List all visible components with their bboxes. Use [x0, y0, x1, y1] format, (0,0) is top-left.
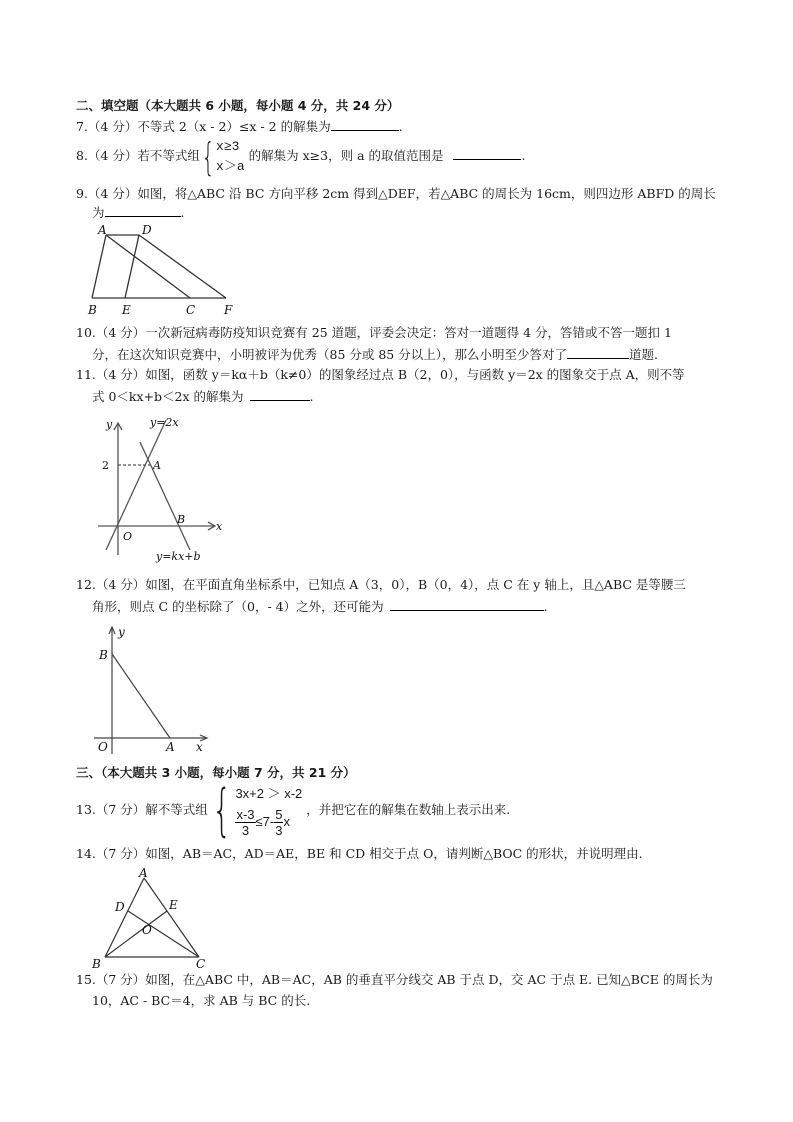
q11-linear-functions-graph	[84, 410, 234, 570]
point-b-label: B	[99, 648, 108, 662]
q10-end: 道题.	[628, 347, 658, 362]
question-9-line1: 9.（4 分）如图，将△ABC 沿 BC 方向平移 2cm 得到△DEF，若△ABC 的周长为 16cm，则四边形 ABFD 的周长	[76, 186, 716, 201]
question-11-line1: 11.（4 分）如图，函数 y＝kα＋b（k≠0）的图象经过点 B（2，0），与函数 y＝2x 的图象交于点 A，则不等	[76, 367, 685, 382]
q13-prefix: 13.（7 分）解不等式组	[76, 802, 208, 817]
q10-answer-blank[interactable]	[567, 346, 629, 359]
q12-end: .	[543, 599, 548, 614]
q13-row2-end: x	[283, 813, 290, 829]
q11-end: .	[309, 389, 314, 404]
brace-icon: {	[211, 778, 232, 843]
x-axis-label: x	[216, 520, 223, 533]
point-a-label: A	[166, 740, 175, 754]
q8-prefix: 8.（4 分）若不等式组	[76, 148, 200, 163]
x-axis-label: x	[196, 740, 203, 754]
question-7	[76, 118, 403, 135]
q11-answer-blank[interactable]	[250, 388, 310, 401]
label-d: D	[142, 223, 152, 237]
question-10-line1: 10.（4 分）一次新冠病毒防疫知识竞赛有 25 道题，评委会决定：答对一道题得 4 分，答错或不答一题扣 1	[76, 325, 672, 340]
label-a: A	[139, 866, 148, 880]
y-axis-label: y	[118, 625, 125, 639]
y-axis-label: y	[106, 418, 113, 431]
q7-end: .	[398, 119, 403, 134]
question-8	[76, 134, 525, 179]
section-3-header: 三、（本大题共 3 小题，每小题 7 分，共 21 分）	[76, 765, 356, 780]
label-d: D	[115, 900, 125, 914]
label-c: C	[196, 957, 206, 970]
question-12-line2	[92, 598, 548, 615]
q13-inequality-system	[208, 778, 303, 843]
line-kxb-label: y=kx+b	[156, 550, 201, 563]
fraction	[235, 807, 255, 838]
question-15-line2: 10，AC - BC＝4，求 AB 与 BC 的长.	[92, 993, 311, 1008]
q13-suffix: ，并把它在的解集在数轴上表示出来.	[306, 802, 511, 817]
brace-icon: {	[201, 135, 215, 179]
label-c: C	[186, 303, 196, 317]
q8-suffix: 的解集为 x≥3，则 a 的取值范围是	[248, 148, 444, 163]
q8-row1: x≥3	[216, 139, 240, 154]
point-b-label: B	[177, 513, 186, 526]
question-15-line1: 15.（7 分）如图，在△ABC 中，AB＝AC，AB 的垂直平分线交 AB 于点 D，交 AC 于点 E. 已知△BCE 的周长为	[76, 972, 713, 987]
q8-end: .	[521, 148, 526, 163]
label-b: B	[92, 957, 101, 970]
question-13	[76, 780, 510, 841]
numerator: 5	[275, 806, 283, 822]
q9-line2-text: 为	[92, 205, 105, 220]
origin-label: O	[123, 530, 133, 543]
q8-answer-blank[interactable]	[453, 147, 521, 160]
question-10-line2	[92, 346, 658, 363]
label-e: E	[169, 898, 178, 912]
question-12-line1: 12.（4 分）如图，在平面直角坐标系中，已知点 A（3，0），B（0，4），点 C 在 y 轴上，且△ABC 是等腰三	[76, 577, 686, 592]
q12-answer-blank[interactable]	[390, 598, 544, 611]
q13-row1: 3x+2 ＞ x-2	[235, 785, 303, 801]
origin-label: O	[98, 740, 108, 754]
tick-2-label: 2	[102, 459, 109, 472]
q8-row2: x＞a	[216, 159, 245, 174]
q14-triangle-figure	[84, 864, 224, 970]
denominator: 3	[241, 822, 250, 838]
line-2x-label: y=2x	[150, 416, 179, 429]
q12-coordinate-figure	[84, 618, 224, 758]
q9-translation-figure	[84, 222, 244, 322]
label-a: A	[98, 223, 107, 237]
label-f: F	[224, 303, 233, 317]
label-b: B	[88, 303, 97, 317]
point-a-label: A	[153, 459, 161, 472]
q9-answer-blank[interactable]	[105, 204, 181, 217]
q8-inequality-system	[200, 135, 245, 179]
q7-answer-blank[interactable]	[331, 118, 399, 131]
question-11-line2	[92, 388, 314, 405]
q11-line2-text: 式 0＜kx+b＜2x 的解集为	[92, 389, 244, 404]
numerator: x-3	[236, 806, 255, 822]
q13-row2-mid: ≤7-	[255, 813, 275, 829]
q13-row2	[235, 807, 302, 838]
q12-line2-text: 角形，则点 C 的坐标除了（0，- 4）之外，还可能为	[92, 599, 384, 614]
q10-line2-text: 分，在这次知识竞赛中，小明被评为优秀（85 分或 85 分以上），那么小明至少答对了	[92, 347, 567, 362]
denominator: 3	[275, 822, 283, 838]
question-14: 14.（7 分）如图，AB＝AC，AD＝AE，BE 和 CD 相交于点 O，请判断△BOC 的形状，并说明理由.	[76, 846, 643, 861]
q7-text: 7.（4 分）不等式 2（x - 2）≤x - 2 的解集为	[76, 119, 331, 134]
label-e: E	[122, 303, 131, 317]
label-o: O	[142, 923, 152, 937]
question-9-line2	[92, 204, 185, 221]
section-2-header: 二、填空题（本大题共 6 小题，每小题 4 分，共 24 分）	[76, 98, 400, 113]
q9-end: .	[180, 205, 185, 220]
